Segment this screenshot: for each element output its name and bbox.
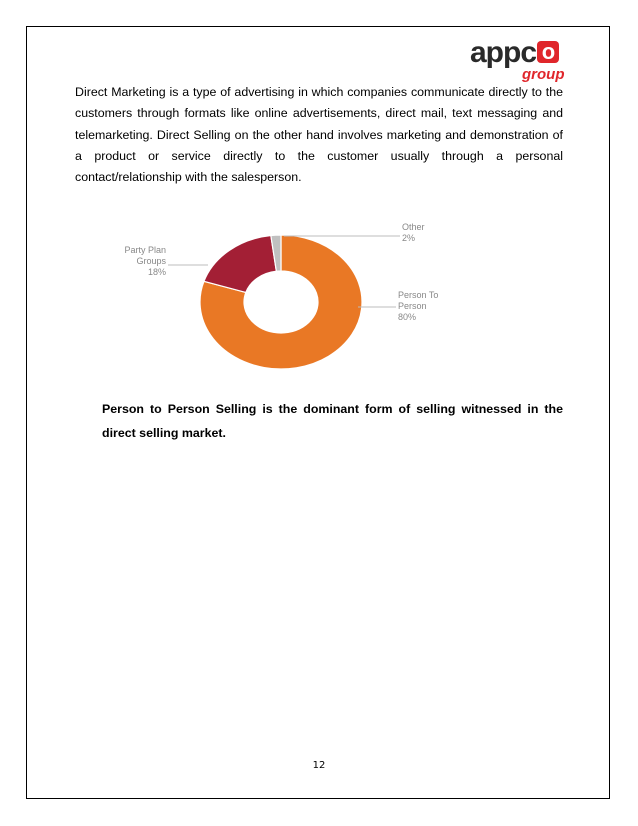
selling-type-donut-chart	[100, 215, 460, 390]
intro-paragraph: Direct Marketing is a type of advertising in which companies communicate directly to the customers through formats like online advertisements, direct mail, text messaging and telemarketing. Direct Selling on the other hand involves marketing and demonstration of a product or service directly to the customer usually through a personal contact/relationship with the salesperson.	[75, 85, 563, 185]
logo-name: appc	[470, 36, 537, 69]
chart-label-other: Other	[402, 222, 425, 232]
chart-label-person-to-person: Person To	[398, 290, 439, 300]
chart-label-person-to-person: 80%	[398, 312, 417, 322]
page-number: 12	[312, 760, 326, 771]
logo-subtitle: group	[522, 66, 565, 83]
chart-label-party-plan-groups: 18%	[147, 267, 166, 277]
chart-label-party-plan-groups: Party Plan	[124, 245, 166, 255]
logo-wordmark	[470, 36, 559, 70]
slice-party-plan-groups	[204, 236, 276, 293]
chart-label-party-plan-groups: Groups	[136, 256, 166, 266]
chart-label-other: 2%	[402, 233, 416, 243]
chart-label-person-to-person: Person	[398, 301, 427, 311]
appco-group-logo	[470, 36, 570, 88]
conclusion-statement: Person to Person Selling is the dominant form of selling witnessed in the direct selling market.	[102, 402, 563, 440]
logo-o-mark: o	[537, 41, 559, 63]
chart-slices	[200, 235, 362, 369]
